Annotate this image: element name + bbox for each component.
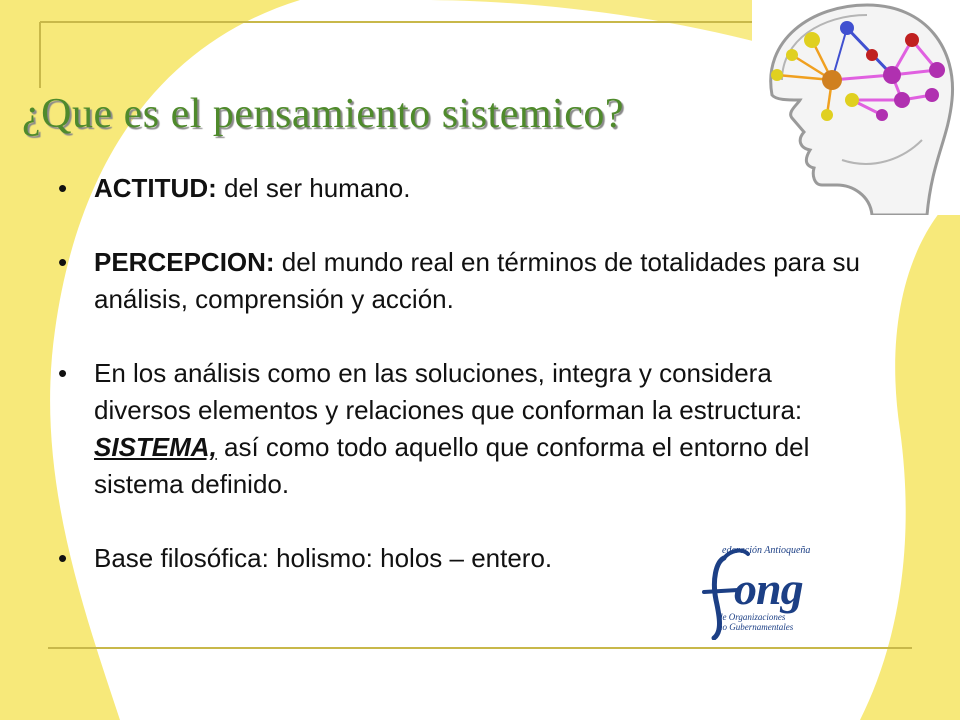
bullet-text: Base filosófica: holismo: holos – entero.: [94, 543, 553, 573]
yellow-swirl-right: [860, 190, 960, 720]
bullet-label: ACTITUD:: [94, 173, 217, 203]
logo-subtitle-line2: no Gubernamentales: [718, 622, 794, 632]
bullet-text: del mundo real en términos de totalidades para su análisis, comprensión y acción.: [94, 247, 860, 314]
logo-top-text: ederación Antioqueña: [722, 545, 811, 556]
slide-title: ¿Que es el pensamiento sistemico?: [22, 91, 624, 137]
bullet-analisis: [58, 355, 868, 503]
bullet-actitud: [58, 170, 868, 207]
logo-subtitle-line1: de Organizaciones: [718, 612, 786, 622]
sistema-emphasis: SISTEMA,: [94, 432, 217, 462]
bullet-percepcion: [58, 244, 868, 318]
bullet-label: PERCEPCION:: [94, 247, 275, 277]
bullet-text: del ser humano.: [216, 173, 411, 203]
bullet-text: En los análisis como en las soluciones, integra y considera diversos elementos y relaciones que conforman la estructura:: [94, 358, 803, 425]
logo-main-text: ong: [734, 563, 803, 614]
bullet-text: así como todo aquello que conforma el entorno del sistema definido.: [94, 432, 810, 499]
